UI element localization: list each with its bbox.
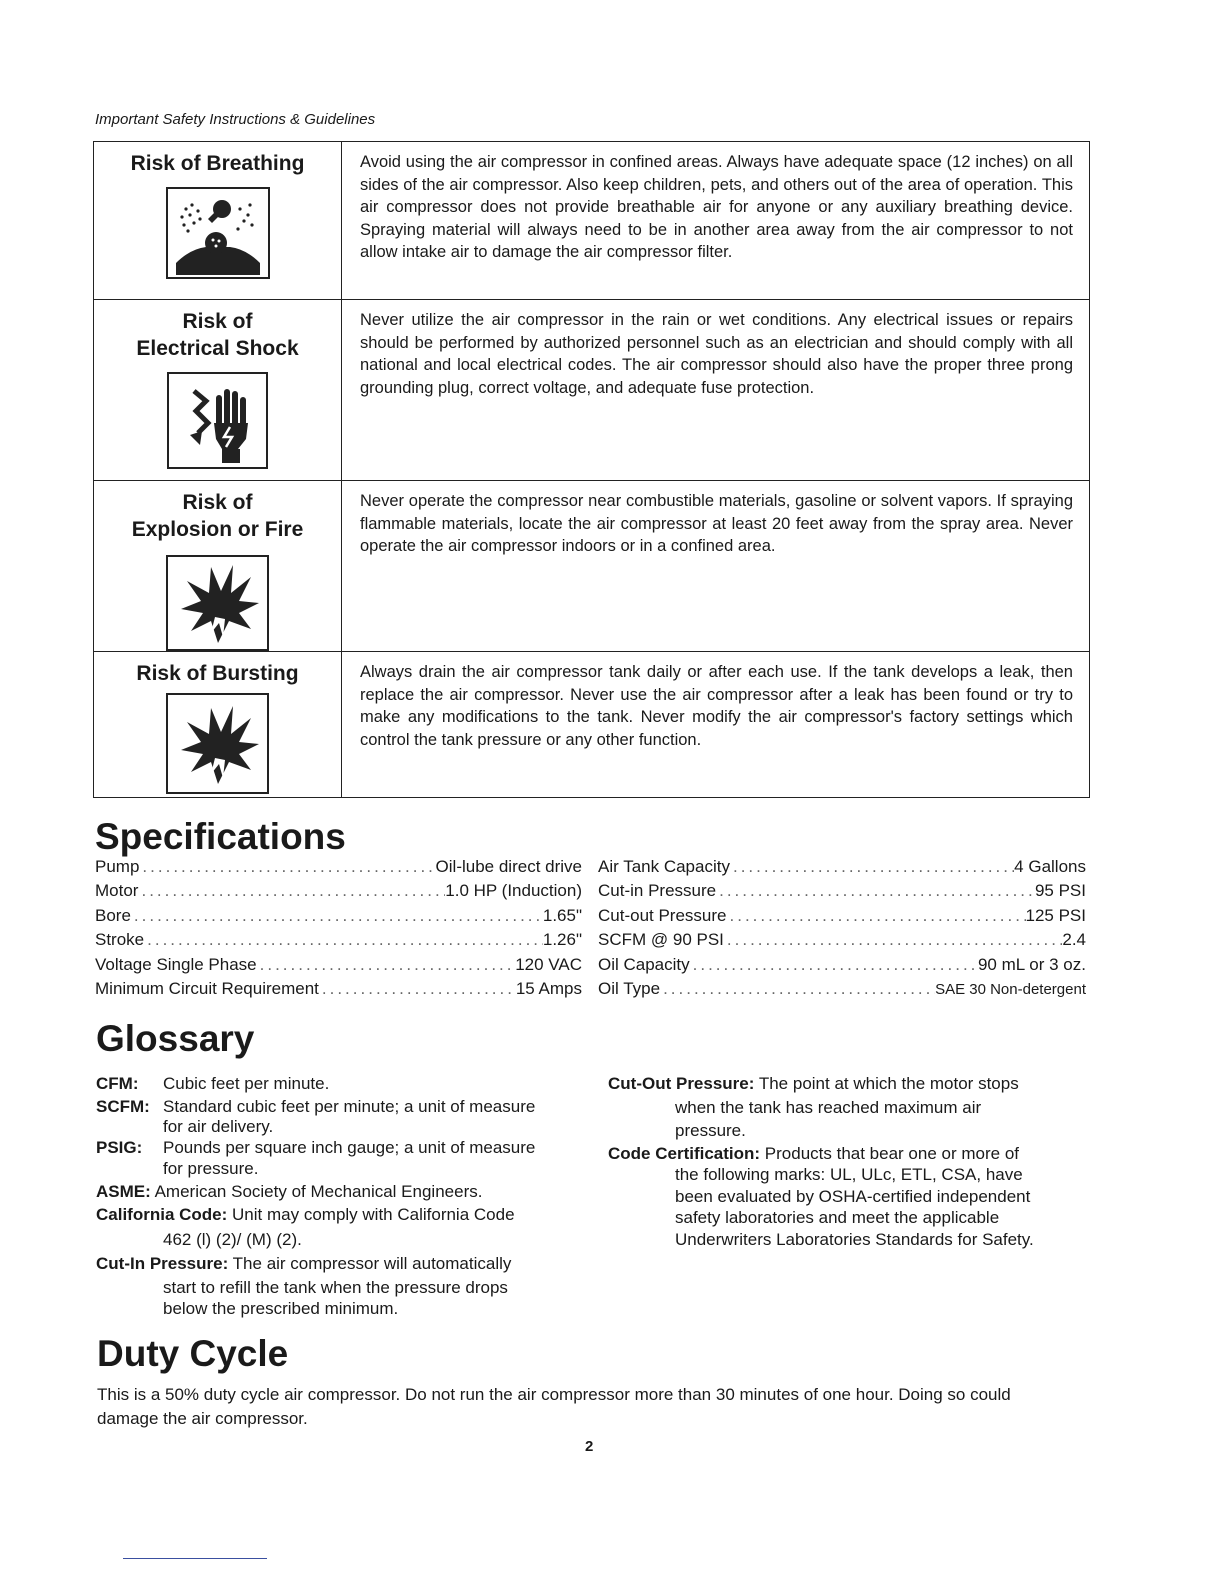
safety-row-bursting <box>94 651 1089 797</box>
spec-leader <box>144 930 543 950</box>
glossary-definition: safety laboratories and meet the applicable <box>675 1208 1000 1227</box>
glossary-definition: below the prescribed minimum. <box>163 1299 399 1318</box>
spec-label: Cut-out Pressure <box>598 905 727 925</box>
specifications-left-column <box>95 857 582 1003</box>
glossary-term: Cut-In Pressure: <box>96 1254 229 1273</box>
spec-value: 2.4 <box>1062 930 1086 950</box>
spec-leader <box>716 881 1035 901</box>
spec-row <box>598 857 1086 881</box>
electrical-shock-icon <box>167 372 268 469</box>
safety-label-cell <box>94 481 342 651</box>
safety-label-cell <box>94 142 342 299</box>
glossary-definition: Cubic feet per minute. <box>163 1074 330 1093</box>
footer-rule <box>123 1558 267 1559</box>
spec-leader <box>131 906 543 926</box>
spec-row <box>598 930 1086 954</box>
spec-leader <box>724 930 1062 950</box>
glossary-term: Code Certification: <box>608 1143 761 1163</box>
spec-label: Minimum Circuit Requirement <box>95 978 319 998</box>
glossary-entry-cut-in-pressure <box>96 1253 586 1320</box>
glossary-definition: Products that bear one or more of <box>764 1143 1019 1163</box>
spec-row <box>598 979 1086 1003</box>
safety-title: Risk of Bursting <box>136 662 299 685</box>
spec-label: Voltage Single Phase <box>95 954 257 974</box>
spec-label: Stroke <box>95 930 145 950</box>
spec-value: 90 mL or 3 oz. <box>977 954 1086 974</box>
specifications-heading: Specifications <box>95 816 346 857</box>
safety-title-line2: Explosion or Fire <box>131 518 304 541</box>
specifications-right-column <box>598 857 1086 1003</box>
glossary-term: California Code: <box>96 1205 228 1224</box>
spec-leader <box>138 881 445 901</box>
page-number: 2 <box>585 1438 594 1455</box>
glossary-entry-cfm <box>96 1073 586 1095</box>
spec-value: 125 PSI <box>1025 905 1086 925</box>
glossary-definition: The point at which the motor stops <box>758 1074 1019 1093</box>
spec-row <box>95 881 582 905</box>
spec-value: 1.26" <box>542 930 582 950</box>
safety-description: Never utilize the air compressor in the rain or wet conditions. Any electrical issues or repairs should be performed by authorized personnel such as an electrician and should comply with all national and local electrical codes. The air compressor should also have the proper three prong grounding plug, correct voltage, and adequate fuse protection. <box>360 311 1073 397</box>
glossary-definition: Pounds per square inch gauge; a unit of measure <box>163 1138 536 1157</box>
breathing-hazard-icon <box>166 187 270 279</box>
spec-label: SCFM @ 90 PSI <box>598 930 724 950</box>
spec-row <box>95 930 582 954</box>
spec-label: Air Tank Capacity <box>598 857 730 876</box>
glossary-definition: start to refill the tank when the pressure drops <box>163 1277 508 1297</box>
glossary-definition: pressure. <box>675 1121 746 1140</box>
safety-table <box>93 141 1090 798</box>
glossary-entry-code-certification <box>608 1143 1078 1251</box>
glossary-entry-asme <box>96 1181 586 1203</box>
spec-label: Motor <box>95 881 139 901</box>
glossary-definition: The air compressor will automatically <box>232 1254 512 1273</box>
glossary-term: PSIG: <box>96 1138 143 1157</box>
glossary-definition: been evaluated by OSHA-certified independent <box>675 1186 1031 1206</box>
spec-label: Pump <box>95 857 140 876</box>
glossary-entry-psig <box>96 1137 586 1178</box>
running-header: Important Safety Instructions & Guidelines <box>95 111 376 128</box>
spec-value: 15 Amps <box>515 978 582 998</box>
glossary-heading: Glossary <box>96 1018 255 1059</box>
spec-row <box>598 955 1086 979</box>
explosion-icon <box>166 555 269 651</box>
spec-leader <box>730 857 1014 877</box>
safety-title: Risk of Breathing <box>130 152 305 175</box>
spec-leader <box>319 979 516 999</box>
safety-label-cell <box>94 300 342 480</box>
spec-row <box>95 857 582 881</box>
spec-value: Oil-lube direct drive <box>435 857 582 876</box>
safety-description: Always drain the air compressor tank daily or after each use. If the tank develops a leak, then replace the air compressor. Never use the air compressor after a leak has been found or try to make any modifications to the tank. Never modify the air compressor's factory settings which control the tank pressure or any other function. <box>360 663 1073 749</box>
duty-cycle-text: This is a 50% duty cycle air compressor. Do not run the air compressor more than 30 minutes of one hour. Doing so could damage the air compressor. <box>97 1385 1011 1428</box>
safety-label-cell <box>94 652 342 797</box>
safety-row-breathing <box>94 142 1089 299</box>
spec-leader <box>690 955 978 975</box>
glossary-definition: when the tank has reached maximum air <box>675 1097 982 1117</box>
glossary-term: SCFM: <box>96 1096 150 1116</box>
spec-label: Oil Capacity <box>598 954 690 974</box>
glossary-term: CFM: <box>96 1074 139 1093</box>
glossary-definition: the following marks: UL, ULc, ETL, CSA, have <box>675 1165 1023 1184</box>
bursting-icon <box>166 693 269 794</box>
safety-description: Never operate the compressor near combustible materials, gasoline or solvent vapors. If spraying flammable materials, locate the air compressor at least 20 feet away from the spray area. Never operate the air compressor indoors or in a confined area. <box>360 492 1073 555</box>
glossary-left-column <box>96 1073 586 1321</box>
spec-value: SAE 30 Non-detergent <box>935 980 1086 998</box>
glossary-term: ASME: <box>96 1181 151 1201</box>
safety-title-line1: Risk of <box>182 491 253 514</box>
glossary-definition: Unit may comply with California Code <box>232 1205 515 1224</box>
spec-leader <box>257 955 516 975</box>
spec-leader <box>727 906 1026 926</box>
glossary-definition: American Society of Mechanical Engineers. <box>154 1181 483 1201</box>
spec-leader <box>660 979 935 999</box>
spec-label: Bore <box>95 905 131 925</box>
safety-row-electrical <box>94 299 1089 480</box>
glossary-definition: for pressure. <box>163 1158 259 1178</box>
spec-row <box>95 979 582 1003</box>
glossary-term: Cut-Out Pressure: <box>608 1074 755 1093</box>
spec-row <box>95 906 582 930</box>
spec-label: Oil Type <box>598 978 661 998</box>
duty-cycle-heading: Duty Cycle <box>97 1333 289 1374</box>
glossary-right-column <box>608 1073 1078 1251</box>
glossary-entry-cut-out-pressure <box>608 1073 1078 1142</box>
spec-value: 4 Gallons <box>1014 857 1086 876</box>
glossary-definition: for air delivery. <box>163 1117 274 1136</box>
spec-value: 120 VAC <box>515 954 582 974</box>
spec-value: 95 PSI <box>1034 881 1086 901</box>
spec-row <box>598 906 1086 930</box>
spec-row <box>95 955 582 979</box>
glossary-definition: Standard cubic feet per minute; a unit of measure <box>163 1096 536 1116</box>
safety-description: Avoid using the air compressor in confined areas. Always have adequate space (12 inches) on all sides of the air compressor. Also keep children, pets, and others out of the area of operation. This air compressor does not provide breathable air for anyone or any auxiliary breathing device. Spraying material will always need to be in another area away from the air compressor to not allow intake air to damage the air compressor filter. <box>360 153 1073 261</box>
glossary-entry-scfm <box>96 1096 586 1137</box>
spec-row <box>598 881 1086 905</box>
glossary-entry-california-code <box>96 1204 586 1250</box>
safety-title-line1: Risk of <box>182 310 253 333</box>
spec-value: 1.0 HP (Induction) <box>445 881 582 901</box>
glossary-definition: Underwriters Laboratories Standards for Safety. <box>675 1229 1034 1249</box>
safety-row-explosion <box>94 480 1089 651</box>
spec-leader <box>139 857 435 877</box>
glossary-definition: 462 (l) (2)/ (M) (2). <box>163 1229 302 1249</box>
spec-value: 1.65" <box>542 905 582 925</box>
safety-title-line2: Electrical Shock <box>136 337 299 360</box>
spec-label: Cut-in Pressure <box>598 881 717 901</box>
